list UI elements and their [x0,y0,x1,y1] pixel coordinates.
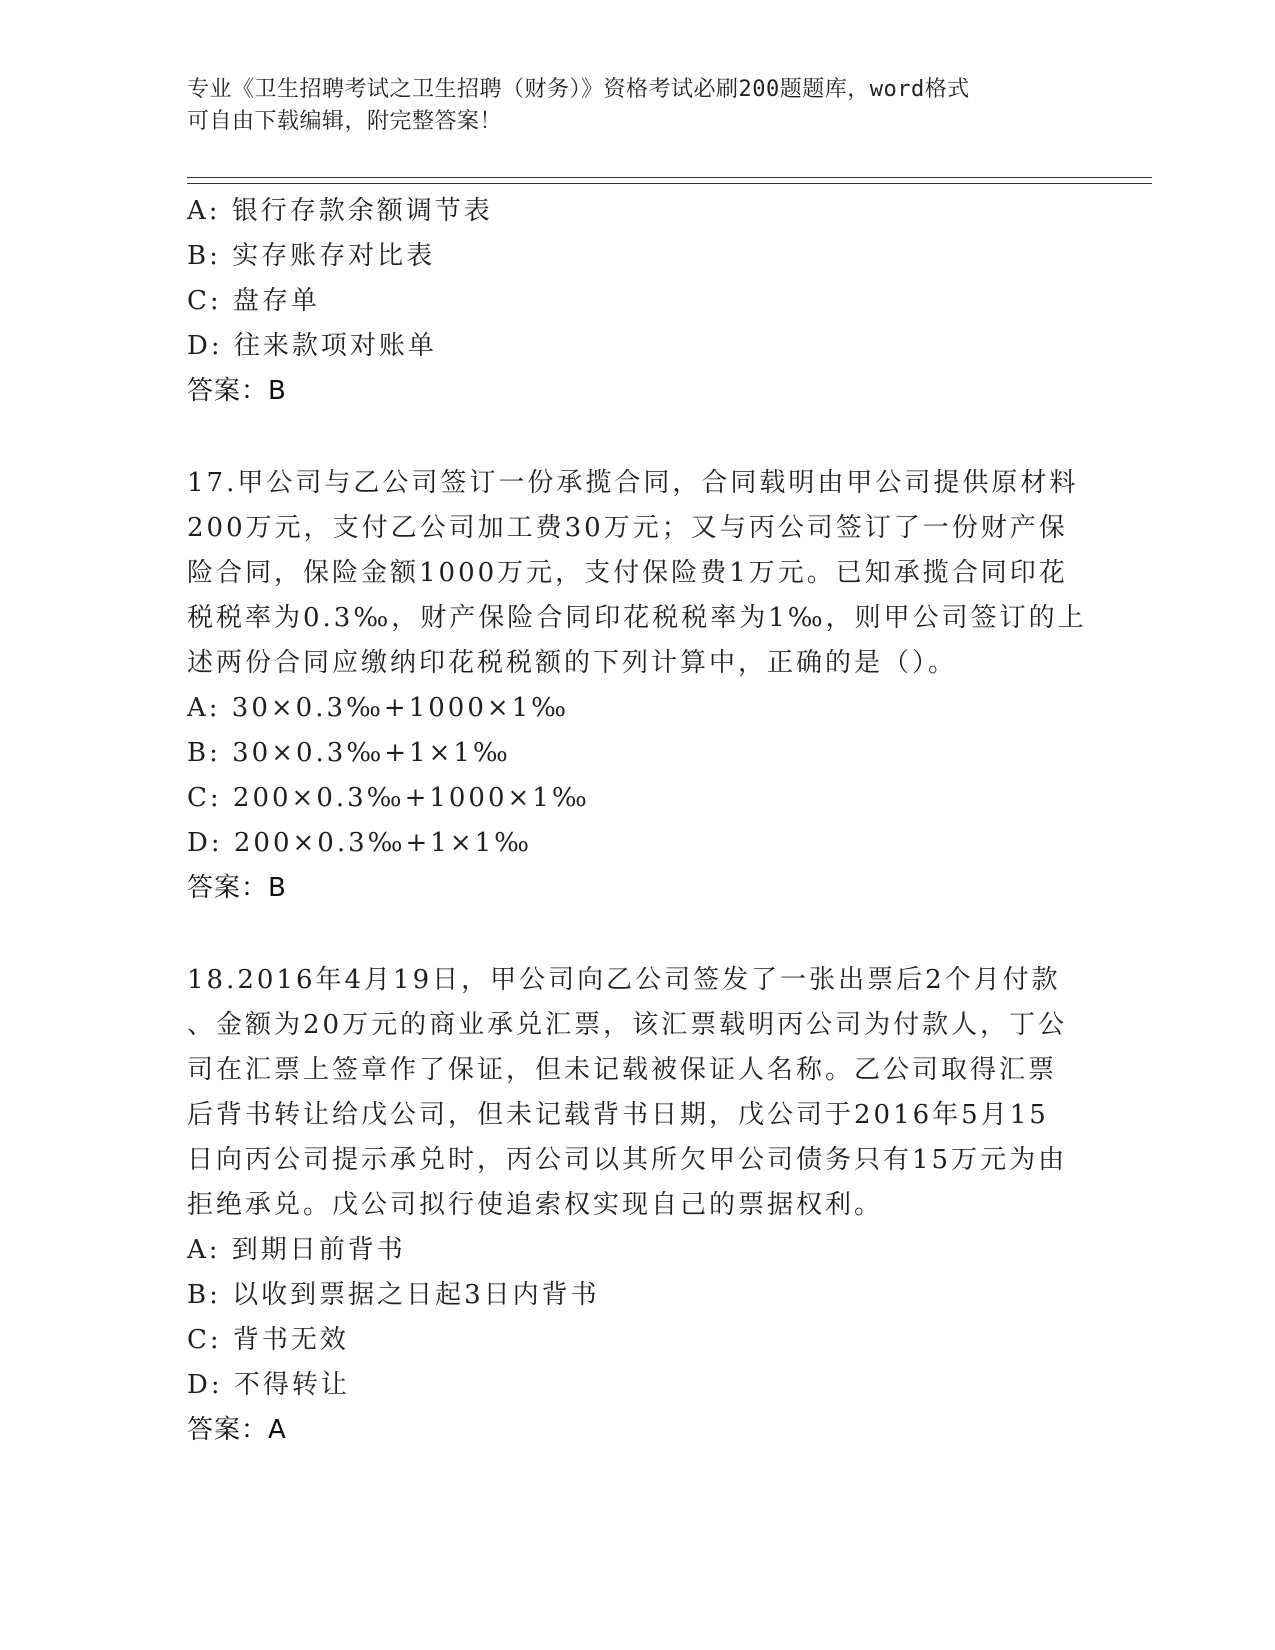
question-17-block [187,461,1087,911]
option-c: C: 背书无效 [187,1325,349,1355]
question-text-line: 司在汇票上签章作了保证，但未记载被保证人名称。乙公司取得汇票 [187,1055,1058,1085]
option-a: A: 银行存款余额调节表 [187,196,493,226]
question-text-line: 拒绝承兑。戊公司拟行使追索权实现自己的票据权利。 [187,1190,884,1220]
header-rule-bottom [187,183,1152,184]
question-text-line: 、金额为20万元的商业承兑汇票，该汇票载明丙公司为付款人，丁公 [187,1010,1068,1040]
option-b: B: 以收到票据之日起3日内背书 [187,1280,600,1310]
question-text-line: 18.2016年4月19日，甲公司向乙公司签发了一张出票后2个月付款 [187,965,1061,995]
option-d: D: 200×0.3‰+1×1‰ [187,828,533,858]
option-c: C: 200×0.3‰+1000×1‰ [187,783,590,813]
question-text-line: 险合同，保险金额1000万元，支付保险费1万元。已知承揽合同印花 [187,558,1068,588]
document-header [187,74,1067,138]
question-text-line: 述两份合同应缴纳印花税税额的下列计算中，正确的是（）。 [187,648,958,678]
question-18-block [187,958,1087,1453]
header-line-1: 专业《卫生招聘考试之卫生招聘（财务）》资格考试必刷200题题库，word格式 [187,77,970,102]
option-d: D: 往来款项对账单 [187,331,437,361]
question-text-line: 税税率为0.3‰，财产保险合同印花税税率为1‰，则甲公司签订的上 [187,603,1087,633]
answer-line: 答案：A [187,1415,287,1445]
option-b: B: 实存账存对比表 [187,241,436,271]
answer-line: 答案：B [187,873,287,903]
option-c: C: 盘存单 [187,286,320,316]
prev-question-block [187,189,1087,414]
option-d: D: 不得转让 [187,1370,350,1400]
question-text-line: 后背书转让给戊公司，但未记载背书日期，戊公司于2016年5月15 [187,1100,1049,1130]
spacer [187,414,1087,461]
spacer [187,911,1087,958]
document-body [187,189,1087,1453]
question-text-line: 200万元，支付乙公司加工费30万元；又与丙公司签订了一份财产保 [187,513,1068,543]
option-a: A: 到期日前背书 [187,1235,406,1265]
option-b: B: 30×0.3‰+1×1‰ [187,738,511,768]
question-text-line: 17.甲公司与乙公司签订一份承揽合同，合同载明由甲公司提供原材料 [187,468,1079,498]
header-line-2: 可自由下载编辑，附完整答案！ [187,109,503,134]
option-a: A: 30×0.3‰+1000×1‰ [187,693,570,723]
question-text-line: 日向丙公司提示承兑时，丙公司以其所欠甲公司债务只有15万元为由 [187,1145,1068,1175]
answer-line: 答案：B [187,376,287,406]
header-rule-top [187,177,1152,178]
